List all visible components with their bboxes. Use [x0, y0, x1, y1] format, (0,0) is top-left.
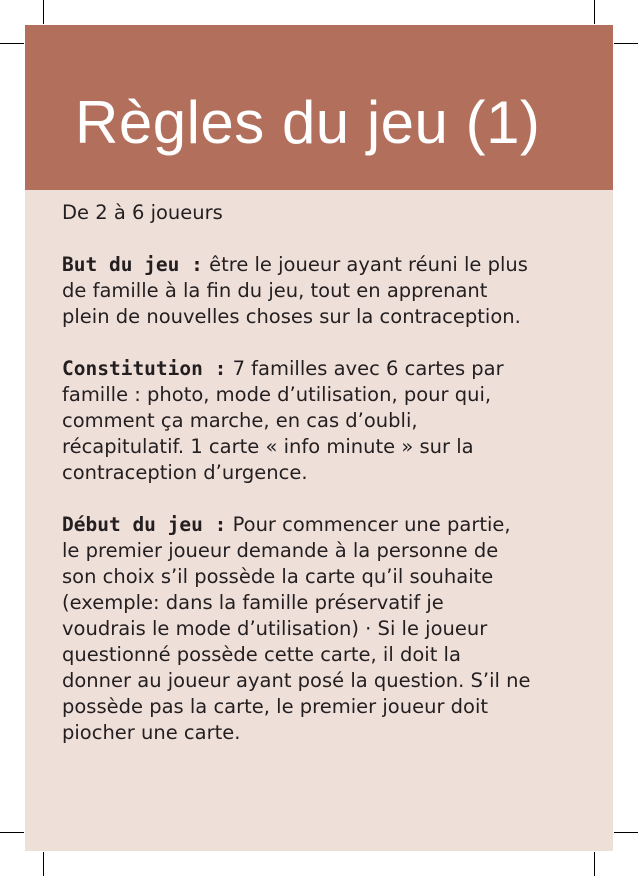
constitution-paragraph — [62, 356, 532, 486]
crop-mark — [43, 852, 44, 876]
constitution-text: 7 familles avec 6 cartes par famille : photo, mode d’utilisation, pour qui, comment ça marche, en cas d’oubli, récapitulatif. 1 carte « info minute » sur la contraception d’urgence. — [62, 357, 504, 484]
crop-mark — [594, 0, 595, 24]
crop-mark — [614, 832, 638, 833]
crop-mark — [0, 832, 24, 833]
goal-label: But du jeu : — [62, 253, 203, 276]
goal-paragraph — [62, 252, 532, 330]
players-count: De 2 à 6 joueurs — [62, 201, 223, 224]
crop-mark — [0, 43, 24, 44]
crop-mark — [43, 0, 44, 24]
start-text: Pour commencer une partie, le premier joueur demande à la personne de son choix s’il possède la carte qu’il souhaite (exemple: dans la famille préservatif je voudrais le mode d’utilisation) · Si le joueur questionné possède cette carte, il doit la donner au joueur ayant posé la question. S’il ne possède pas la carte, le premier joueur doit piocher une carte. — [62, 513, 531, 744]
constitution-label: Constitution : — [62, 357, 227, 380]
crop-mark — [614, 43, 638, 44]
start-label: Début du jeu : — [62, 513, 227, 536]
start-paragraph — [62, 512, 532, 746]
crop-mark — [594, 852, 595, 876]
rules-text — [62, 200, 532, 746]
goal-text: être le joueur ayant réuni le plus de famille à la fin du jeu, tout en apprenant plein de nouvelles choses sur la contraception. — [62, 253, 528, 328]
page-title: Règles du jeu (1) — [75, 89, 541, 156]
card-header — [25, 25, 613, 190]
